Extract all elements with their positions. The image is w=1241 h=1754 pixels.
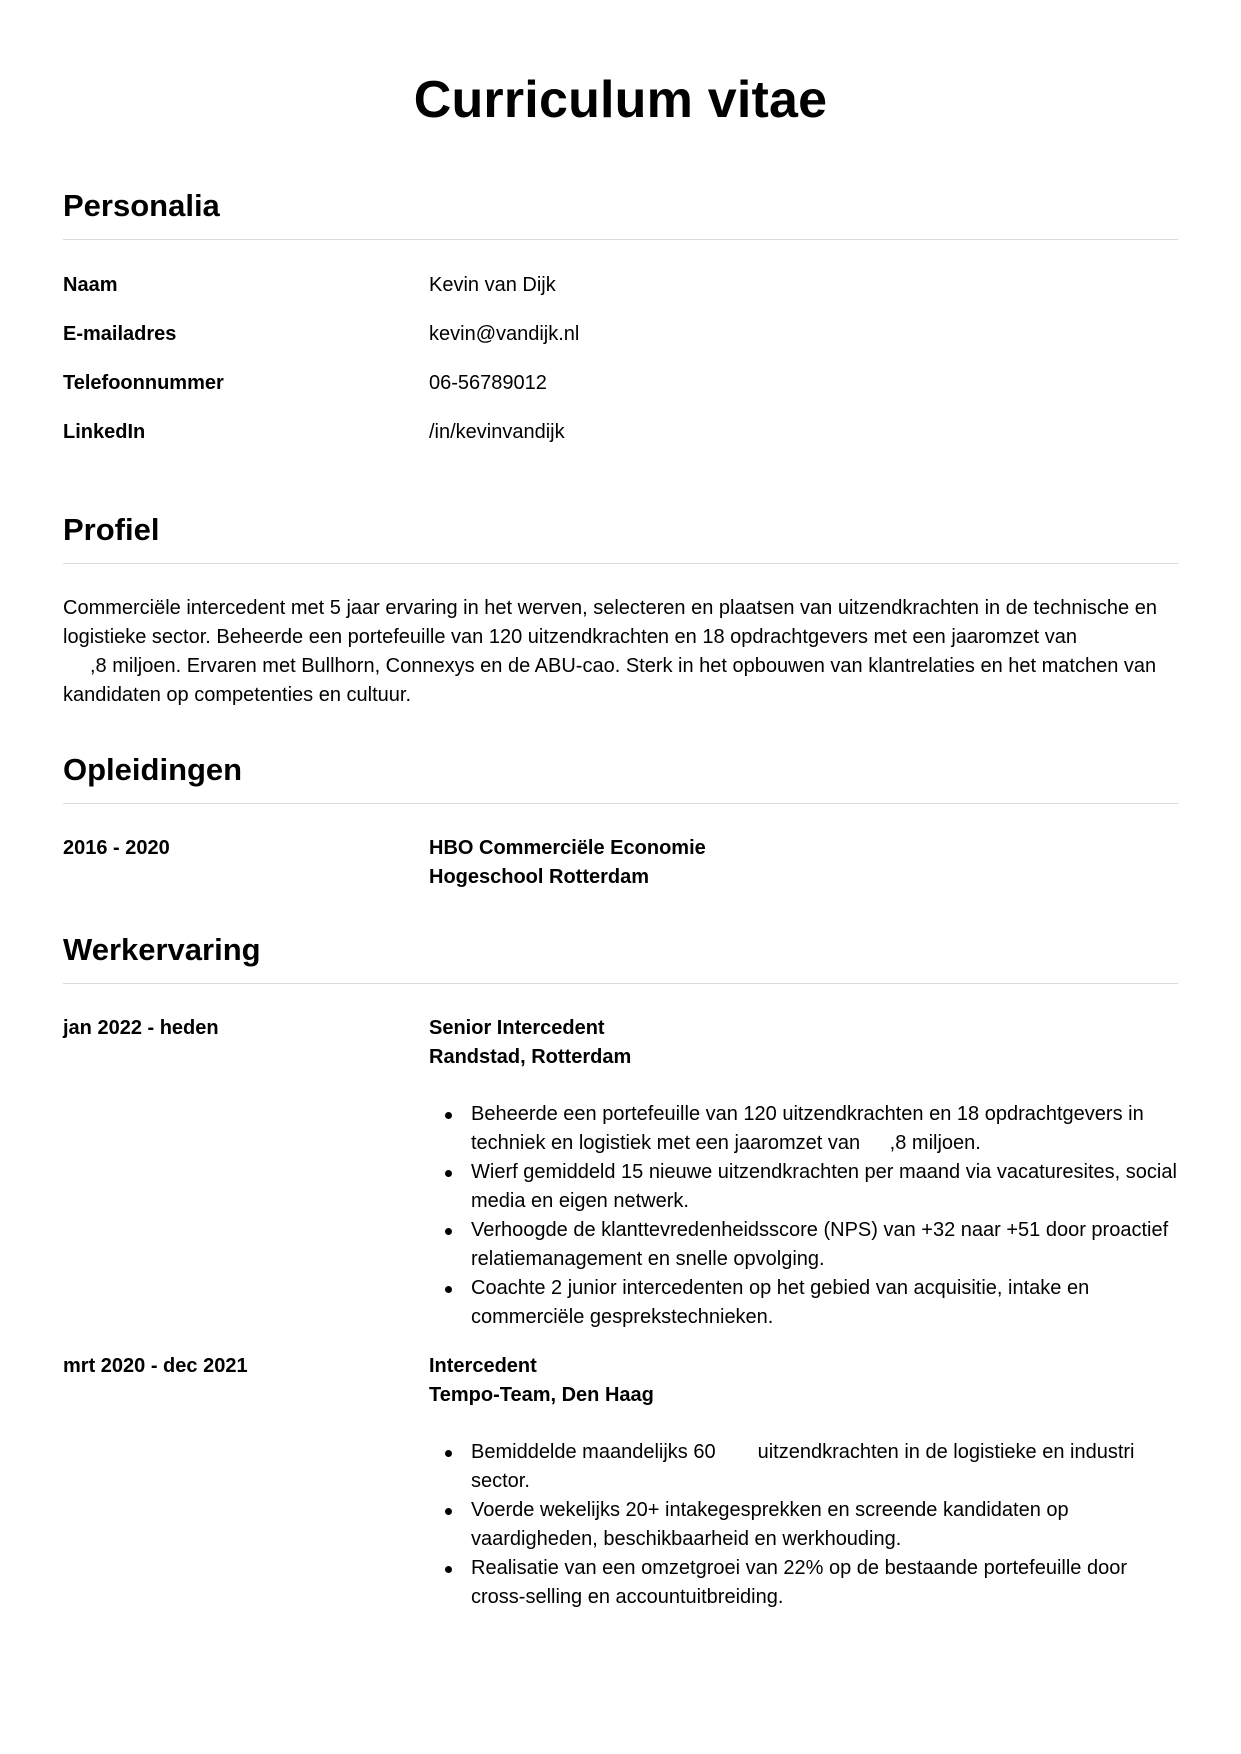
personalia-label: LinkedIn <box>63 421 146 443</box>
section-heading-profiel: Profiel <box>63 510 1178 564</box>
personalia-label: E-mailadres <box>63 323 177 345</box>
section-opleidingen <box>63 710 1178 892</box>
bullet-text: Bemiddelde maandelijks 60 <box>471 1441 716 1463</box>
profile-paragraph <box>63 594 1178 710</box>
personalia-label: Naam <box>63 274 118 296</box>
bullet-text: Verhoogde de klanttevredenheidsscore (NPS) van +32 naar +51 door proactief relatiemanagement en snelle opvolging. <box>471 1219 1169 1270</box>
personalia-list <box>63 272 1178 468</box>
bullet-text: Voerde wekelijks 20+ intakegesprekken en screende kandidaten op vaardigheden, beschikbaarheid en werkhouding. <box>471 1499 1069 1550</box>
work-entry <box>63 1352 1178 1612</box>
education-list <box>63 834 1178 892</box>
work-bullets <box>429 1100 1178 1332</box>
personalia-value: /in/kevinvandijk <box>429 421 565 443</box>
personalia-value: Kevin van Dijk <box>429 274 556 296</box>
bullet-text: Wierf gemiddeld 15 nieuwe uitzendkrachten per maand via vacaturesites, social media en eigen netwerk. <box>471 1161 1177 1212</box>
list-item <box>471 1158 1178 1216</box>
work-employer: Randstad, Rotterdam <box>429 1046 632 1068</box>
personalia-row-linkedin <box>63 419 1178 468</box>
section-heading-werkervaring: Werkervaring <box>63 930 1178 984</box>
education-entry <box>63 834 1178 892</box>
profile-text-part1: Commerciële intercedent met 5 jaar ervaring in het werven, selecteren en plaatsen van uitzendkrachten in de technische en logistieke sector. Beheerde een portefeuille van 120 uitzendkrachten en 18 opdrachtgevers met een jaaromzet van <box>63 597 1157 648</box>
section-profiel <box>63 468 1178 710</box>
work-details <box>429 1352 1178 1612</box>
bullet-text: Realisatie van een omzetgroei van 22% op de bestaande portefeuille door cross-selling en accountuitbreiding. <box>471 1557 1127 1608</box>
bullet-text: sector. <box>471 1470 530 1492</box>
work-period: mrt 2020 - dec 2021 <box>63 1355 248 1377</box>
list-item <box>471 1438 1178 1496</box>
bullet-text: uitzendkrachten in de logistieke en industri <box>757 1441 1135 1463</box>
profile-text-part2: ,8 miljoen. Ervaren met Bullhorn, Connexys en de ABU-cao. Sterk in het opbouwen van klantrelaties en het matchen van kandidaten op competenties en cultuur. <box>63 655 1157 706</box>
section-personalia <box>63 136 1178 468</box>
work-bullets <box>429 1438 1178 1612</box>
personalia-label: Telefoonnummer <box>63 372 224 394</box>
personalia-value: kevin@vandijk.nl <box>429 323 580 345</box>
work-title: Intercedent <box>429 1355 537 1377</box>
bullet-text: Coachte 2 junior intercedenten op het gebied van acquisitie, intake en commerciële gesprekstechnieken. <box>471 1277 1090 1328</box>
work-employer: Tempo-Team, Den Haag <box>429 1384 654 1406</box>
personalia-row-email <box>63 321 1178 370</box>
education-institution: Hogeschool Rotterdam <box>429 866 650 888</box>
education-title: HBO Commerciële Economie <box>429 837 706 859</box>
work-list <box>63 1014 1178 1612</box>
work-details <box>429 1014 1178 1332</box>
work-period: jan 2022 - heden <box>63 1017 219 1039</box>
list-item <box>471 1554 1178 1612</box>
personalia-value: 06-56789012 <box>429 372 547 394</box>
education-period: 2016 - 2020 <box>63 837 170 859</box>
personalia-row-telefoon <box>63 370 1178 419</box>
list-item <box>471 1274 1178 1332</box>
work-title: Senior Intercedent <box>429 1017 605 1039</box>
list-item <box>471 1496 1178 1554</box>
bullet-text: ,8 miljoen. <box>889 1132 981 1154</box>
work-entry <box>63 1014 1178 1332</box>
page-title: Curriculum vitae <box>413 71 828 129</box>
bullet-text: Beheerde een portefeuille van 120 uitzendkrachten en 18 opdrachtgevers in techniek en logistiek met een jaaromzet van <box>471 1103 1144 1154</box>
list-item <box>471 1100 1178 1158</box>
section-werkervaring <box>63 892 1178 1612</box>
personalia-row-naam <box>63 272 1178 321</box>
section-heading-personalia: Personalia <box>63 186 1178 240</box>
list-item <box>471 1216 1178 1274</box>
section-heading-opleidingen: Opleidingen <box>63 750 1178 804</box>
education-details <box>429 834 1178 892</box>
